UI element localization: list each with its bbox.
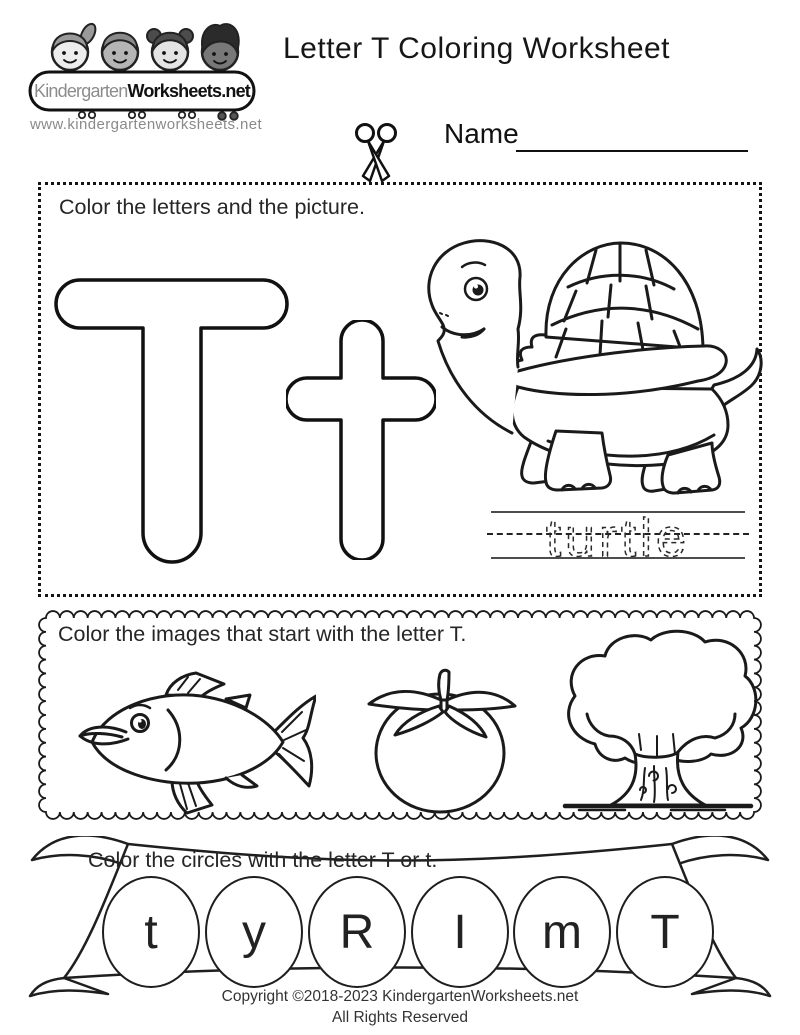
section1-instruction: Color the letters and the picture. xyxy=(59,195,365,219)
name-blank-line xyxy=(516,110,748,152)
fish-body xyxy=(92,695,283,783)
name-label: Name xyxy=(444,118,519,149)
trace-area xyxy=(487,507,749,563)
logo-kid-girl1 xyxy=(52,21,98,70)
logo-kid-boy2 xyxy=(202,24,239,70)
turtle-front-leg xyxy=(545,431,610,490)
letter-circle xyxy=(308,876,406,988)
tomato-leaf xyxy=(369,691,441,710)
scissors-icon xyxy=(350,122,402,186)
fish-picture xyxy=(76,666,316,818)
letter-circle xyxy=(411,876,509,988)
tomato-stem xyxy=(439,670,449,700)
circle-letter-m: m xyxy=(542,905,582,959)
logo-brand-part1: Kindergarten xyxy=(34,80,128,101)
circle-letter-y: y xyxy=(242,905,266,959)
logo-brand-text xyxy=(30,72,254,110)
site-url: www.kindergartenworksheets.net xyxy=(29,116,263,133)
letter-circle xyxy=(616,876,714,988)
copyright-line: Copyright ©2018-2023 KindergartenWorksheets.net xyxy=(221,988,579,1005)
circle-letter-R: R xyxy=(339,905,375,959)
turtle-shell xyxy=(546,243,703,349)
logo-brand-part2: Worksheets.net xyxy=(127,80,250,101)
letter-circle xyxy=(205,876,303,988)
turtle-picture xyxy=(406,229,771,495)
section-color-images xyxy=(38,610,762,820)
tree-canopy xyxy=(569,631,756,764)
rights-line: All Rights Reserved xyxy=(331,1009,469,1026)
circle-letter-I: I xyxy=(453,905,467,959)
logo-kid-boy1 xyxy=(102,33,138,70)
tree-picture xyxy=(553,626,763,818)
tomato-picture xyxy=(345,660,535,815)
turtle-shell-rim xyxy=(509,346,726,395)
section3-instruction: Color the circles with the letter T or t. xyxy=(88,848,438,872)
banner-curl-top-right xyxy=(672,836,768,864)
letter-circle xyxy=(513,876,611,988)
letter-circle xyxy=(102,876,200,988)
section2-instruction: Color the images that start with the letter T. xyxy=(58,622,467,646)
copyright-footer xyxy=(0,986,800,1028)
uppercase-t-outline xyxy=(53,277,290,567)
page-title: Letter T Coloring Worksheet xyxy=(283,32,671,65)
svg-text:turtle: turtle xyxy=(545,508,691,561)
circle-letter-t: t xyxy=(144,905,158,959)
logo-kid-girl2 xyxy=(147,29,193,70)
circle-letter-T: T xyxy=(650,905,680,959)
section-color-letters xyxy=(38,182,762,597)
trace-word xyxy=(495,499,741,561)
